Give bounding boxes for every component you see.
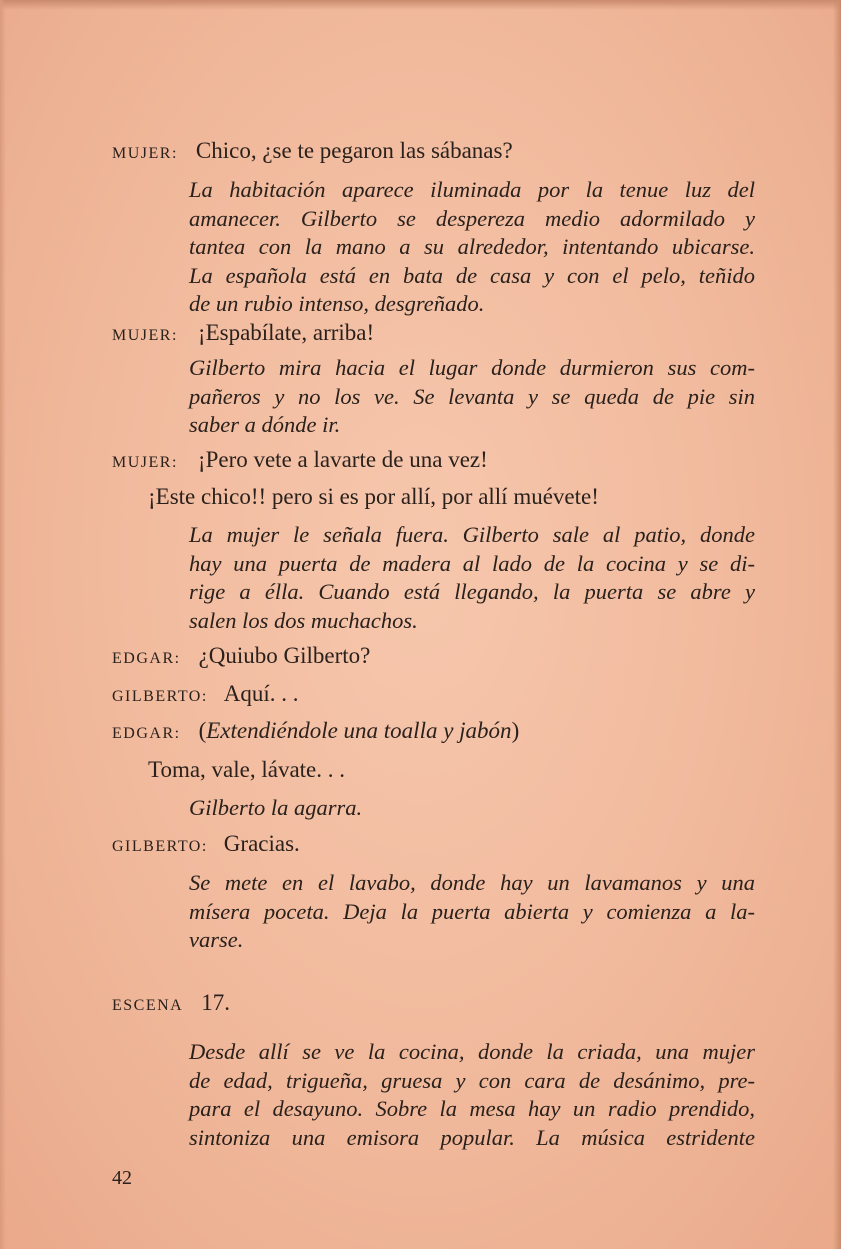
stage-direction-line: La mujer le señala fuera. Gilberto sale al patio, donde bbox=[189, 522, 755, 547]
stage-direction-line: La habitación aparece iluminada por la tenue luz del bbox=[189, 177, 755, 202]
dialogue-line bbox=[112, 138, 513, 164]
stage-direction bbox=[189, 521, 755, 635]
stage-direction-line: de un rubio intenso, desgreñado. bbox=[189, 291, 485, 316]
speaker-name: EDGAR: bbox=[112, 650, 181, 667]
stage-direction bbox=[189, 354, 755, 440]
dialogue-line bbox=[112, 681, 299, 707]
dialogue-line bbox=[112, 831, 300, 857]
stage-direction-line: de edad, trigueña, gruesa y con cara de desánimo, pre- bbox=[189, 1067, 755, 1093]
scene-heading bbox=[112, 990, 230, 1016]
stage-direction-line: Gilberto la agarra. bbox=[189, 795, 363, 820]
stage-direction bbox=[189, 1038, 755, 1152]
dialogue-text: Chico, ¿se te pegaron las sábanas? bbox=[195, 138, 513, 163]
stage-direction bbox=[189, 176, 755, 319]
stage-direction-line: pañeros y no los ve. Se levanta y se queda de pie sin bbox=[189, 383, 755, 409]
dialogue-text: Gracias. bbox=[223, 831, 300, 856]
scene-number: 17. bbox=[201, 990, 230, 1015]
dialogue-line bbox=[112, 643, 370, 669]
dialogue-line bbox=[112, 718, 519, 744]
dialogue-text: ¿Quiubo Gilberto? bbox=[198, 643, 371, 668]
stage-direction-line: rige a élla. Cuando está llegando, la puerta se abre y bbox=[189, 579, 755, 604]
dialogue-line bbox=[112, 447, 488, 473]
page-edge-shadow-left bbox=[0, 0, 6, 1249]
speaker-name: MUJER: bbox=[112, 454, 178, 471]
dialogue-text: Aquí. . . bbox=[223, 681, 299, 706]
dialogue-continuation: Toma, vale, lávate. . . bbox=[148, 757, 346, 782]
speaker-name: GILBERTO: bbox=[112, 688, 208, 705]
stage-direction-line: sintoniza una emisora popular. La música estridente bbox=[189, 1124, 755, 1150]
stage-direction-line: varse. bbox=[189, 927, 244, 952]
dialogue-continuation: ¡Este chico!! pero si es por allí, por allí muévete! bbox=[148, 484, 599, 509]
dialogue-text: ¡Espabílate, arriba! bbox=[197, 320, 375, 345]
dialogue-line bbox=[112, 320, 374, 346]
page-number: 42 bbox=[112, 1167, 132, 1189]
stage-direction-line: amanecer. Gilberto se despereza medio adormilado y bbox=[189, 205, 755, 231]
stage-direction-line: salen los dos muchachos. bbox=[189, 607, 418, 633]
stage-direction-line: hay una puerta de madera al lado de la cocina y se di- bbox=[189, 550, 755, 576]
parenthetical-open: ( bbox=[198, 718, 207, 743]
dialogue-text: ¡Pero vete a lavarte de una vez! bbox=[197, 447, 488, 472]
stage-direction-line: La española está en bata de casa y con el pelo, teñido bbox=[189, 262, 755, 288]
page-edge-shadow-right bbox=[833, 0, 841, 1249]
stage-direction-line: Se mete en el lavabo, donde hay un lavamanos y una bbox=[189, 870, 755, 895]
speaker-name: GILBERTO: bbox=[112, 838, 208, 855]
stage-direction bbox=[189, 794, 755, 823]
stage-direction-line: para el desayuno. Sobre la mesa hay un radio prendido, bbox=[189, 1096, 755, 1121]
parenthetical-direction: Extendiéndole una toalla y jabón bbox=[206, 718, 512, 743]
speaker-name: MUJER: bbox=[112, 145, 178, 162]
stage-direction-line: mísera poceta. Deja la puerta abierta y comienza a la- bbox=[189, 898, 755, 924]
stage-direction-line: tantea con la mano a su alrededor, intentando ubicarse. bbox=[189, 234, 755, 259]
stage-direction-line: Desde allí se ve la cocina, donde la criada, una mujer bbox=[189, 1039, 755, 1064]
speaker-name: MUJER: bbox=[112, 327, 178, 344]
parenthetical-close: ) bbox=[511, 718, 520, 743]
stage-direction-line: Gilberto mira hacia el lugar donde durmieron sus com- bbox=[189, 355, 755, 380]
stage-direction bbox=[189, 869, 755, 955]
speaker-name: EDGAR: bbox=[112, 725, 181, 742]
scene-label: ESCENA bbox=[112, 997, 184, 1014]
page-edge-shadow-top bbox=[0, 0, 841, 10]
stage-direction-line: saber a dónde ir. bbox=[189, 412, 341, 437]
